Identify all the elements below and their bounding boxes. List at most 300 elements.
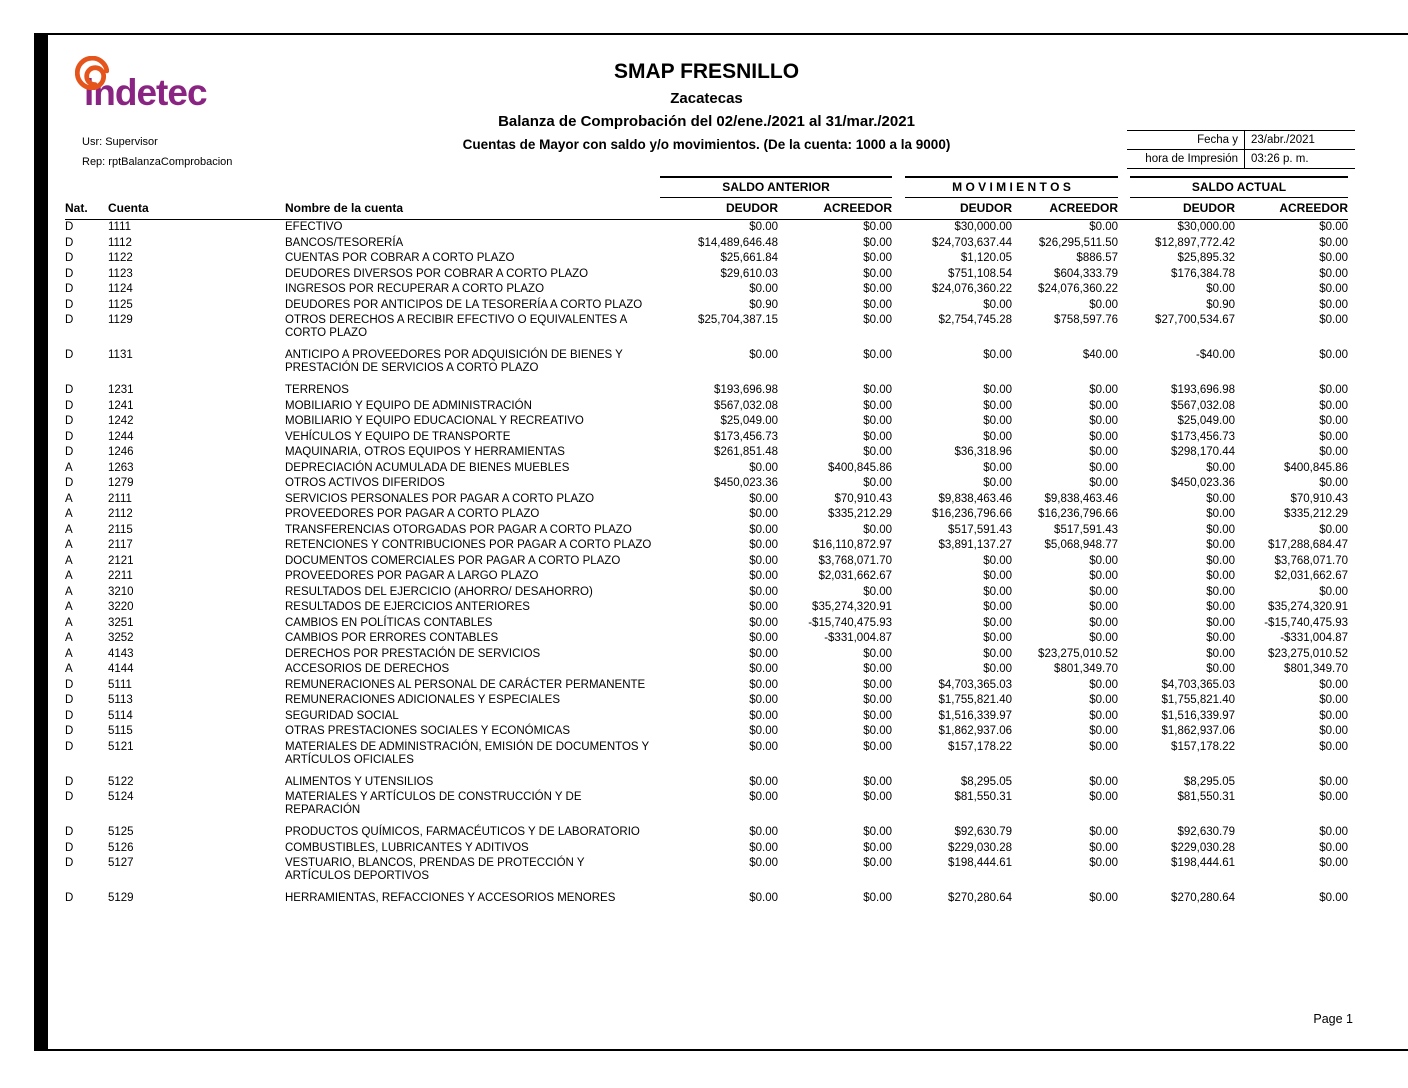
amount-cell: $25,895.32 [1177, 252, 1235, 264]
column-gap [892, 678, 905, 694]
amount-cell: $23,275,010.52 [1268, 647, 1348, 660]
column-gap [892, 538, 905, 554]
logo-letter-i: i [84, 72, 93, 113]
column-gap [892, 740, 905, 775]
nombre-cell: HERRAMIENTAS, REFACCIONES Y ACCESORIOS MENORES [285, 892, 616, 904]
amount-cell: $0.90 [749, 298, 778, 311]
column-gap [1118, 790, 1130, 825]
print-date-row [1127, 131, 1355, 150]
amount-cell: $0.00 [749, 221, 778, 233]
print-datetime-box [1127, 130, 1355, 169]
nat-cell: A [65, 663, 73, 675]
amount-cell: $0.00 [1319, 298, 1348, 311]
amount-cell: $0.00 [749, 740, 778, 753]
amount-cell: $0.00 [863, 791, 892, 803]
nat-cell: A [65, 647, 73, 660]
table-row [65, 600, 1348, 616]
amount-cell: $0.00 [749, 632, 778, 644]
amount-cell: $0.00 [983, 616, 1012, 629]
amount-cell: $0.00 [1206, 570, 1235, 582]
column-gap [1118, 236, 1130, 252]
nat-cell: A [65, 461, 73, 474]
amount-cell: $0.00 [1089, 826, 1118, 838]
column-gap [892, 251, 905, 267]
amount-cell: $0.00 [749, 570, 778, 582]
amount-cell: $801,349.70 [1284, 663, 1348, 675]
nombre-cell: REMUNERACIONES ADICIONALES Y ESPECIALES [285, 694, 561, 706]
amount-cell: $40.00 [1082, 349, 1118, 361]
amount-cell: $0.00 [749, 647, 778, 660]
nat-cell: D [65, 678, 74, 691]
table-row [65, 461, 1348, 477]
movimientos-group-header: M O V I M I E N T O S [905, 177, 1118, 198]
column-gap [892, 724, 905, 740]
nat-cell: D [65, 314, 74, 326]
column-gap [892, 220, 905, 236]
nat-cell: A [65, 554, 73, 567]
nombre-cell: INGRESOS POR RECUPERAR A CORTO PLAZO [285, 283, 545, 295]
column-gap [892, 662, 905, 678]
saldo-actual-group-header: SALDO ACTUAL [1130, 177, 1348, 198]
amount-cell: $1,516,339.97 [938, 709, 1012, 722]
amount-cell: $270,280.64 [1171, 892, 1235, 904]
nat-cell: A [65, 539, 73, 551]
column-gap [1118, 414, 1130, 430]
cuenta-cell: 5111 [108, 678, 132, 691]
nombre-cell: MATERIALES Y ARTÍCULOS DE CONSTRUCCIÓN Y DE REPARACIÓN [285, 791, 582, 816]
nombre-cell: ANTICIPO A PROVEEDORES POR ADQUISICIÓN DE BIENES Y PRESTACIÓN DE SERVICIOS A CORTO PLAZO [285, 349, 623, 374]
cuenta-cell: 1112 [108, 236, 132, 249]
table-row [65, 282, 1348, 298]
report-id-label: Rep: rptBalanzaComprobacion [82, 156, 233, 168]
amount-cell: $0.00 [749, 826, 778, 838]
amount-cell: $0.00 [863, 892, 892, 904]
table-row [65, 790, 1348, 825]
amount-cell: $24,076,360.22 [932, 283, 1012, 295]
cuenta-cell: 5127 [108, 857, 134, 869]
cuenta-cell: 5115 [108, 725, 133, 737]
amount-cell: $0.00 [1089, 446, 1118, 458]
amount-cell: $3,768,071.70 [818, 554, 892, 567]
amount-cell: $0.00 [749, 678, 778, 691]
table-row [65, 445, 1348, 461]
cuenta-cell: 2115 [108, 523, 133, 536]
cuenta-cell: 1122 [108, 252, 133, 264]
amount-cell: $0.00 [863, 523, 892, 536]
date-label: Fecha y [1127, 131, 1245, 149]
amount-cell: $0.00 [1319, 857, 1348, 869]
amount-cell: $517,591.43 [948, 523, 1012, 536]
amount-cell: $335,212.29 [1284, 508, 1348, 520]
amount-cell: $9,838,463.46 [938, 492, 1012, 505]
cuenta-cell: 3210 [108, 585, 134, 598]
saldo-anterior-group-header: SALDO ANTERIOR [660, 177, 892, 198]
cuenta-cell: 5122 [108, 775, 134, 788]
column-gap [892, 348, 905, 383]
amount-cell: $0.00 [749, 841, 778, 854]
nombre-cell: SERVICIOS PERSONALES POR PAGAR A CORTO PLAZO [285, 492, 595, 505]
movimientos-acreedor-header: ACREEDOR [1012, 198, 1118, 220]
column-gap [1118, 569, 1130, 585]
amount-cell: $0.00 [863, 236, 892, 249]
amount-cell: $0.00 [1089, 298, 1118, 311]
cuenta-cell: 5113 [108, 694, 133, 706]
column-gap [892, 856, 905, 891]
nat-cell: A [65, 632, 73, 644]
amount-cell: $198,444.61 [1171, 857, 1235, 869]
amount-cell: $261,851.48 [714, 446, 778, 458]
cuenta-cell: 1279 [108, 477, 134, 489]
table-row [65, 631, 1348, 647]
amount-cell: $0.00 [863, 415, 892, 427]
amount-cell: $23,275,010.52 [1038, 647, 1118, 660]
column-gap [1118, 662, 1130, 678]
cuenta-cell: 1263 [108, 461, 134, 474]
column-gap [1118, 399, 1130, 415]
nombre-cell: MATERIALES DE ADMINISTRACIÓN, EMISIÓN DE DOCUMENTOS Y ARTÍCULOS OFICIALES [285, 740, 650, 766]
amount-cell: $0.00 [749, 663, 778, 675]
cuenta-cell: 1123 [108, 267, 133, 280]
amount-cell: $0.00 [1206, 647, 1235, 660]
amount-cell: $751,108.54 [948, 267, 1012, 280]
amount-cell: $16,236,796.66 [932, 508, 1012, 520]
cuenta-cell: 3252 [108, 632, 134, 644]
column-gap [892, 523, 905, 539]
amount-cell: $17,288,684.47 [1268, 539, 1348, 551]
amount-cell: $0.00 [1319, 267, 1348, 280]
amount-cell: $0.00 [863, 446, 892, 458]
table-row [65, 430, 1348, 446]
table-row [65, 724, 1348, 740]
amount-cell: $35,274,320.91 [1268, 601, 1348, 613]
cuenta-column-header: Cuenta [108, 198, 285, 220]
amount-cell: $0.00 [1319, 892, 1348, 904]
amount-cell: $0.00 [1319, 523, 1348, 536]
nombre-cell: PRODUCTOS QUÍMICOS, FARMACÉUTICOS Y DE LABORATORIO [285, 826, 640, 838]
amount-cell: $0.00 [749, 601, 778, 613]
nombre-cell: ACCESORIOS DE DERECHOS [285, 663, 450, 675]
amount-cell: $0.00 [1319, 775, 1348, 788]
nat-cell: D [65, 252, 74, 264]
amount-cell: $400,845.86 [1284, 461, 1348, 474]
column-gap [1118, 476, 1130, 492]
amount-cell: $0.00 [1089, 709, 1118, 722]
nombre-cell: DEPRECIACIÓN ACUMULADA DE BIENES MUEBLES [285, 461, 570, 474]
nat-column-header: Nat. [65, 198, 108, 220]
amount-cell: $0.00 [749, 585, 778, 598]
amount-cell: $81,550.31 [1177, 791, 1235, 803]
nat-cell: D [65, 415, 74, 427]
amount-cell: $157,178.22 [948, 740, 1012, 753]
amount-cell: $229,030.28 [948, 841, 1012, 854]
page-number: Page 1 [1313, 1012, 1353, 1026]
amount-cell: $0.00 [1089, 221, 1118, 233]
amount-cell: $0.00 [1089, 554, 1118, 567]
cuenta-cell: 2117 [108, 539, 133, 551]
column-gap [1118, 430, 1130, 446]
column-gap [892, 236, 905, 252]
amount-cell: $0.00 [863, 709, 892, 722]
amount-cell: $0.00 [983, 399, 1012, 412]
cuenta-cell: 1124 [108, 283, 133, 295]
amount-cell: $0.00 [1319, 430, 1348, 443]
amount-cell: $26,295,511.50 [1038, 236, 1118, 249]
amount-cell: $4,703,365.03 [1161, 678, 1235, 691]
nombre-cell: RESULTADOS DEL EJERCICIO (AHORRO/ DESAHORRO) [285, 585, 593, 598]
amount-cell: $0.00 [749, 775, 778, 788]
nombre-cell: CUENTAS POR COBRAR A CORTO PLAZO [285, 252, 515, 264]
amount-cell: $36,318.96 [954, 446, 1012, 458]
amount-cell: $0.00 [1206, 632, 1235, 644]
amount-cell: $0.00 [983, 663, 1012, 675]
table-row [65, 825, 1348, 841]
amount-cell: $0.00 [1089, 415, 1118, 427]
amount-cell: $0.00 [1089, 694, 1118, 706]
cuenta-cell: 2121 [108, 554, 134, 567]
amount-cell: $9,838,463.46 [1044, 492, 1118, 505]
table-row [65, 414, 1348, 430]
nat-cell: D [65, 477, 74, 489]
table-row [65, 891, 1348, 907]
amount-cell: $0.00 [983, 601, 1012, 613]
amount-cell: $0.00 [749, 725, 778, 737]
amount-cell: $173,456.73 [714, 430, 778, 443]
nombre-cell: MAQUINARIA, OTROS EQUIPOS Y HERRAMIENTAS [285, 446, 565, 458]
amount-cell: $0.00 [1319, 709, 1348, 722]
amount-cell: $30,000.00 [954, 221, 1012, 233]
amount-cell: $0.00 [1319, 841, 1348, 854]
amount-cell: $270,280.64 [948, 892, 1012, 904]
nombre-cell: COMBUSTIBLES, LUBRICANTES Y ADITIVOS [285, 841, 529, 854]
nombre-cell: DEUDORES POR ANTICIPOS DE LA TESORERÍA A CORTO PLAZO [285, 298, 643, 311]
amount-cell: $0.00 [983, 647, 1012, 660]
column-gap [1118, 461, 1130, 477]
nat-cell: D [65, 384, 74, 396]
amount-cell: $0.00 [749, 539, 778, 551]
nat-cell: A [65, 523, 73, 536]
amount-cell: $0.00 [863, 298, 892, 311]
amount-cell: $0.00 [863, 678, 892, 691]
nombre-cell: RETENCIONES Y CONTRIBUCIONES POR PAGAR A CORTO PLAZO [285, 539, 652, 551]
nombre-cell: DERECHOS POR PRESTACIÓN DE SERVICIOS [285, 647, 541, 660]
table-row [65, 538, 1348, 554]
amount-cell: -$40.00 [1195, 349, 1235, 361]
cuenta-cell: 5121 [108, 740, 134, 753]
amount-cell: $0.00 [1319, 678, 1348, 691]
amount-cell: $0.00 [749, 709, 778, 722]
table-row [65, 709, 1348, 725]
amount-cell: $1,862,937.06 [1161, 725, 1235, 737]
amount-cell: $0.00 [1319, 415, 1348, 427]
table-row [65, 616, 1348, 632]
amount-cell: $1,755,821.40 [938, 694, 1012, 706]
amount-cell: $8,295.05 [960, 775, 1012, 788]
table-row [65, 298, 1348, 314]
amount-cell: $0.00 [1206, 539, 1235, 551]
nombre-cell: PROVEEDORES POR PAGAR A CORTO PLAZO [285, 508, 540, 520]
table-row [65, 220, 1348, 236]
amount-cell: $0.00 [983, 632, 1012, 644]
cuenta-cell: 2211 [108, 570, 133, 582]
date-value: 23/abr./2021 [1251, 134, 1315, 146]
table-row [65, 569, 1348, 585]
saldo-anterior-acreedor-header: ACREEDOR [778, 198, 892, 220]
nat-cell: A [65, 616, 73, 629]
amount-cell: $0.00 [983, 570, 1012, 582]
amount-cell: $0.00 [863, 252, 892, 264]
nombre-cell: REMUNERACIONES AL PERSONAL DE CARÁCTER PERMANENTE [285, 678, 646, 691]
column-gap [892, 282, 905, 298]
amount-cell: $0.00 [983, 554, 1012, 567]
user-label: Usr: Supervisor [82, 136, 158, 148]
time-value: 03:26 p. m. [1251, 153, 1309, 165]
amount-cell: $0.00 [749, 791, 778, 803]
amount-cell: $0.00 [1319, 314, 1348, 326]
amount-cell: $0.00 [1206, 508, 1235, 520]
amount-cell: -$331,004.87 [824, 632, 892, 644]
table-row [65, 523, 1348, 539]
column-gap [1118, 631, 1130, 647]
nombre-cell: VEHÍCULOS Y EQUIPO DE TRANSPORTE [285, 430, 511, 443]
table-row [65, 251, 1348, 267]
column-gap [892, 461, 905, 477]
table-row [65, 476, 1348, 492]
column-gap [892, 585, 905, 601]
column-gap [1118, 538, 1130, 554]
amount-cell: $0.00 [1089, 857, 1118, 869]
amount-cell: $16,110,872.97 [812, 539, 892, 551]
amount-cell: $25,661.84 [720, 252, 778, 264]
nat-cell: D [65, 267, 74, 280]
amount-cell: $157,178.22 [1171, 740, 1235, 753]
amount-cell: $0.00 [1089, 585, 1118, 598]
amount-cell: $0.00 [1206, 461, 1235, 474]
amount-cell: $0.00 [863, 775, 892, 788]
amount-cell: $0.00 [1206, 554, 1235, 567]
nat-cell: A [65, 570, 73, 582]
table-row [65, 678, 1348, 694]
cuenta-cell: 4143 [108, 647, 134, 660]
nombre-cell: PROVEEDORES POR PAGAR A LARGO PLAZO [285, 570, 539, 582]
table-row [65, 554, 1348, 570]
table-row [65, 585, 1348, 601]
amount-cell: $0.00 [863, 283, 892, 295]
amount-cell: $14,489,646.48 [698, 236, 778, 249]
amount-cell: $0.00 [1089, 841, 1118, 854]
column-gap [1118, 693, 1130, 709]
cuenta-cell: 4144 [108, 663, 134, 675]
amount-cell: $0.00 [1319, 236, 1348, 249]
page-title: SMAP FRESNILLO [613, 60, 800, 83]
amount-cell: $2,031,662.67 [1274, 570, 1348, 582]
table-row [65, 775, 1348, 791]
amount-cell: $0.00 [749, 554, 778, 567]
column-gap [892, 775, 905, 791]
amount-cell: $0.00 [983, 477, 1012, 489]
column-gap [892, 267, 905, 283]
amount-cell: $0.00 [863, 740, 892, 753]
amount-cell: $0.00 [749, 492, 778, 505]
amount-cell: $0.00 [863, 267, 892, 280]
page-subtitle: Zacatecas [670, 90, 743, 107]
column-gap [1118, 298, 1130, 314]
amount-cell: $0.00 [1319, 477, 1348, 489]
column-gap [1118, 775, 1130, 791]
amount-cell: $0.00 [863, 430, 892, 443]
amount-cell: $0.00 [1089, 430, 1118, 443]
amount-cell: $801,349.70 [1054, 663, 1118, 675]
amount-cell: $0.00 [1319, 349, 1348, 361]
table-row [65, 313, 1348, 348]
column-gap [1118, 600, 1130, 616]
amount-cell: $0.00 [863, 694, 892, 706]
column-gap [892, 709, 905, 725]
page-border-top [34, 33, 1408, 35]
nat-cell: D [65, 446, 74, 458]
amount-cell: $450,023.36 [1171, 477, 1235, 489]
cuenta-cell: 1125 [108, 298, 133, 311]
amount-cell: $0.00 [863, 349, 892, 361]
amount-cell: $24,703,637.44 [932, 236, 1012, 249]
amount-cell: $0.00 [1089, 892, 1118, 904]
column-gap [892, 445, 905, 461]
amount-cell: $0.00 [1206, 601, 1235, 613]
column-gap [892, 825, 905, 841]
amount-cell: $0.00 [1319, 694, 1348, 706]
column-gap [1118, 313, 1130, 348]
amount-cell: $0.00 [749, 857, 778, 869]
column-gap [892, 476, 905, 492]
table-row [65, 399, 1348, 415]
amount-cell: $8,295.05 [1183, 775, 1235, 788]
amount-cell: $0.00 [1319, 791, 1348, 803]
column-gap [1118, 841, 1130, 857]
amount-cell: $0.00 [1089, 775, 1118, 788]
cuenta-cell: 1231 [108, 384, 134, 396]
amount-cell: $0.00 [749, 283, 778, 295]
table-row [65, 236, 1348, 252]
nat-cell: D [65, 694, 74, 706]
amount-cell: $0.00 [1089, 740, 1118, 753]
amount-cell: $70,910.43 [1290, 492, 1348, 505]
nombre-column-header: Nombre de la cuenta [285, 198, 660, 220]
table-row [65, 267, 1348, 283]
amount-cell: $0.00 [863, 857, 892, 869]
table-row [65, 693, 1348, 709]
amount-cell: $567,032.08 [1171, 399, 1235, 412]
amount-cell: $0.00 [1319, 252, 1348, 264]
amount-cell: $229,030.28 [1171, 841, 1235, 854]
column-gap [1118, 740, 1130, 775]
report-title: Balanza de Comprobación del 02/ene./2021 al 31/mar./2021 [498, 113, 915, 130]
amount-cell: $0.90 [1206, 298, 1235, 311]
amount-cell: $0.00 [1089, 570, 1118, 582]
amount-cell: $0.00 [749, 616, 778, 629]
nombre-cell: MOBILIARIO Y EQUIPO EDUCACIONAL Y RECREATIVO [285, 415, 584, 427]
group-header-row [65, 177, 1348, 198]
column-gap [1118, 348, 1130, 383]
amount-cell: $0.00 [1206, 523, 1235, 536]
column-gap [1118, 825, 1130, 841]
amount-cell: $0.00 [1089, 477, 1118, 489]
nat-cell: A [65, 492, 73, 505]
amount-cell: $0.00 [749, 694, 778, 706]
amount-cell: $758,597.76 [1054, 314, 1118, 326]
time-label: hora de Impresión [1127, 150, 1245, 168]
amount-cell: $0.00 [1089, 384, 1118, 396]
column-gap [892, 383, 905, 399]
amount-cell: $0.00 [863, 477, 892, 489]
